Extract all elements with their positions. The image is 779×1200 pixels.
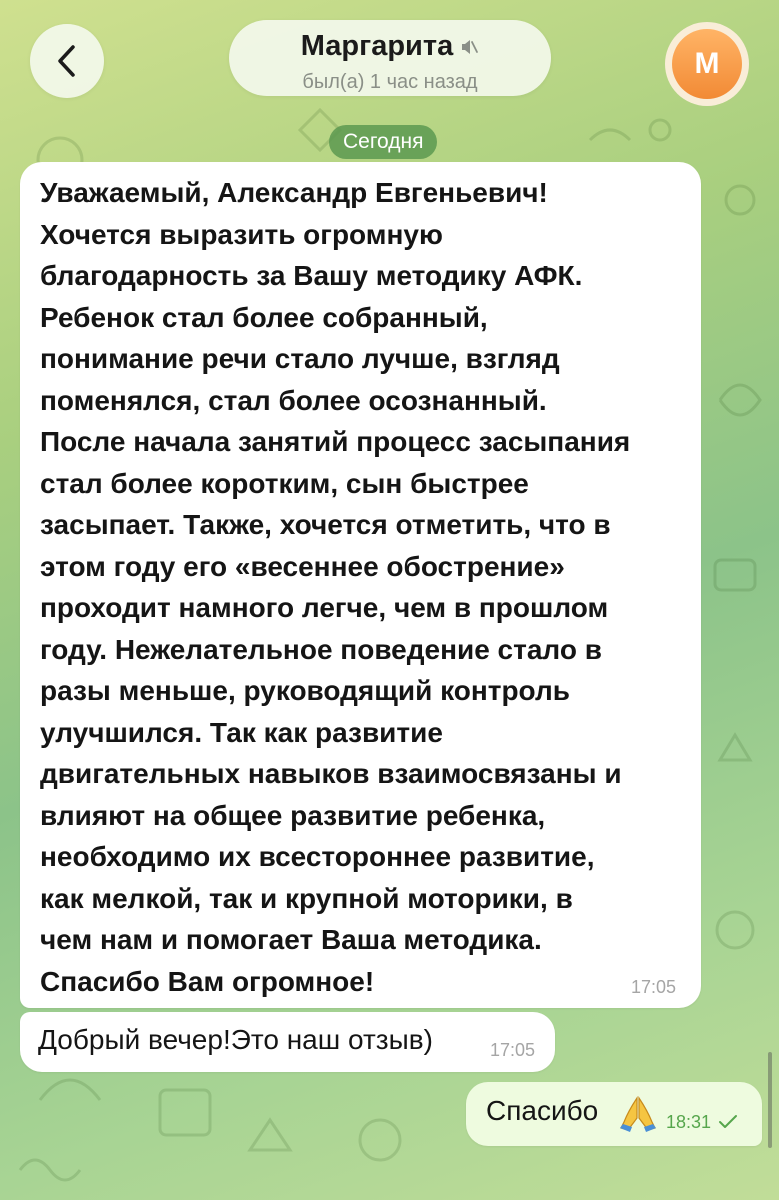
message-bubble[interactable] — [20, 162, 701, 1008]
scrollbar[interactable] — [768, 1052, 772, 1148]
contact-name-row — [229, 30, 551, 63]
message-time: 18:31 — [666, 1112, 712, 1132]
contact-name: Маргарита — [300, 30, 454, 62]
chevron-left-icon — [52, 43, 82, 79]
contact-last-seen: был(а) 1 час назад — [302, 71, 478, 93]
avatar-letter: М — [672, 29, 742, 99]
message-bubble[interactable] — [20, 1012, 555, 1072]
message-time: 17:05 — [631, 977, 677, 997]
message-time: 17:05 — [490, 1040, 536, 1060]
speaker-muted-icon — [459, 37, 479, 57]
back-button[interactable] — [30, 24, 104, 98]
message-text: Добрый вечер!Это наш отзыв) — [38, 1024, 433, 1055]
folded-hands-icon — [618, 1094, 658, 1132]
message-text: Уважаемый, Александр Евгеньевич! Хочется выразить огромную благодарность за Вашу методику АФК. Ребенок стал более собранный, понимание речи стало лучше, взгляд поменялся, стал более осознанный. После начала занятий процесс засыпания стал более коротким, сын быстрее засыпает. Также, хочется отметить, что в этом году его «весеннее обострение» проходит намного легче, чем в прошлом году. Нежелательное поведение стало в разы меньше, руководящий контроль улучшился. Так как развитие двигательных навыков взаимосвязаны и влияют на общее развитие ребенка, необходимо их всестороннее развитие, как мелкой, так и крупной моторики, в чем нам и помогает Ваша методика. Спасибо Вам огромное! — [40, 177, 631, 997]
avatar[interactable] — [665, 22, 749, 106]
date-separator: Сегодня — [329, 125, 437, 159]
message-text: Спасибо — [486, 1095, 599, 1126]
check-icon — [718, 1114, 738, 1130]
message-bubble-outgoing[interactable] — [466, 1082, 762, 1146]
chat-header-title[interactable] — [229, 20, 551, 96]
